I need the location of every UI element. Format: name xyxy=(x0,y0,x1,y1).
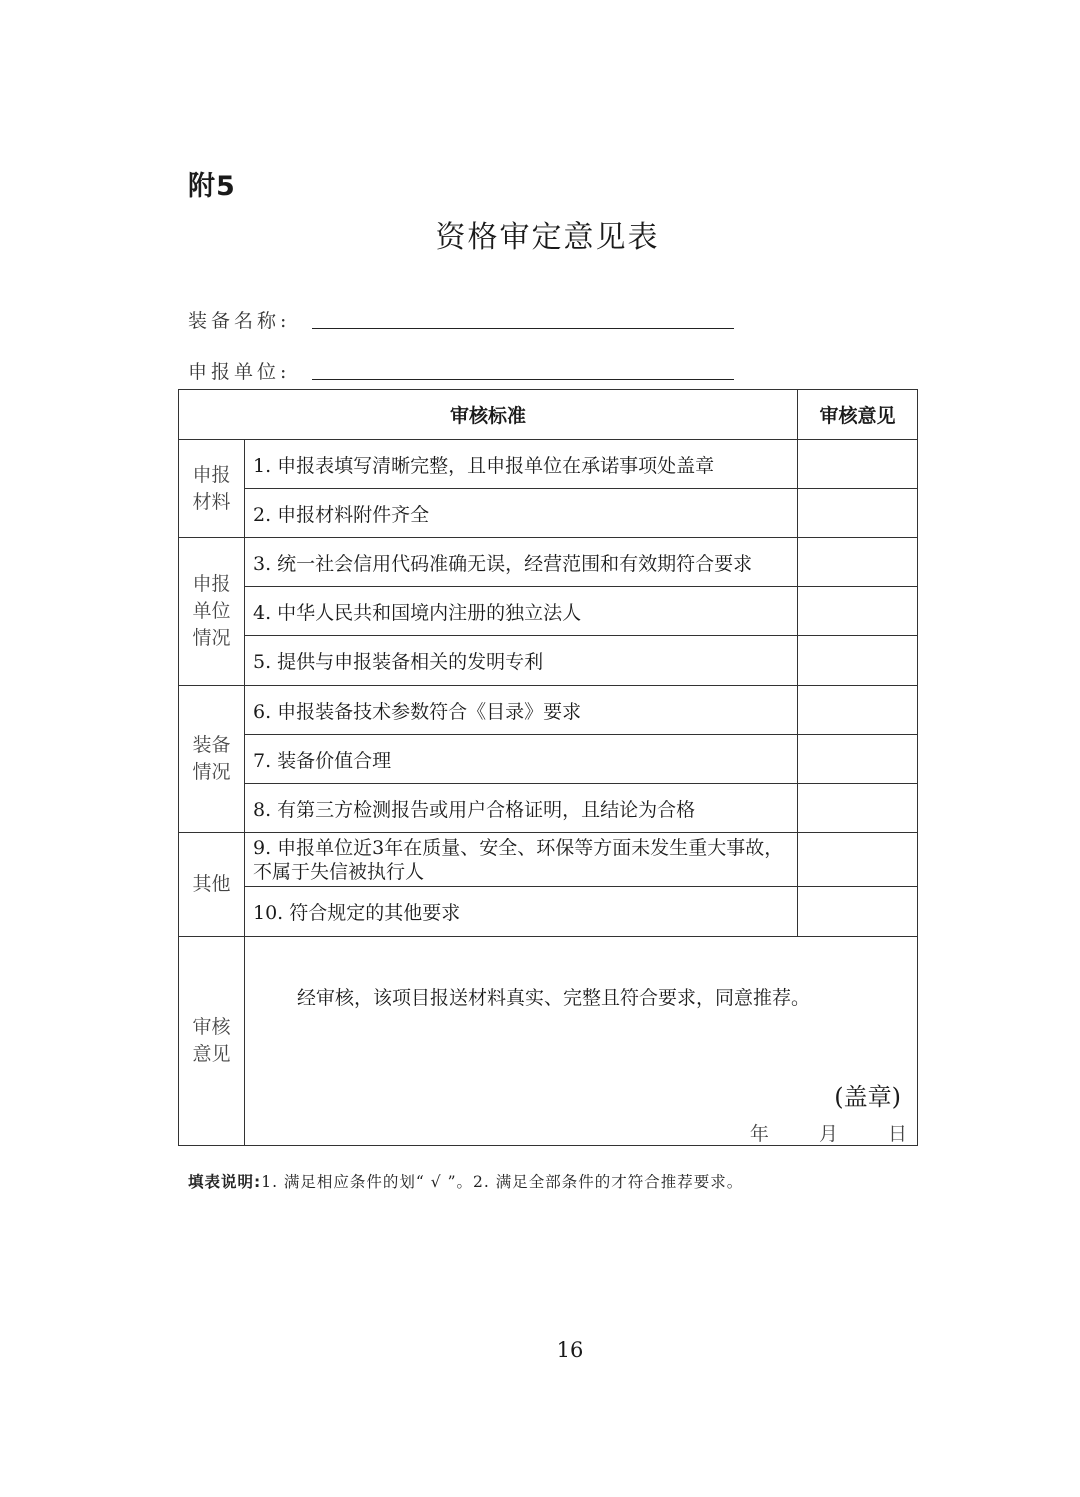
criteria-item-5: 5. 提供与申报装备相关的发明专利 xyxy=(245,636,798,686)
opinion-cell-10[interactable] xyxy=(798,887,918,937)
criteria-item-4: 4. 中华人民共和国境内注册的独立法人 xyxy=(245,587,798,636)
category-label: 其他 xyxy=(192,873,231,895)
attachment-label: 附5 xyxy=(188,171,236,202)
opinion-cell-3[interactable] xyxy=(798,538,918,587)
category-label: 申报 单位 情况 xyxy=(192,573,231,649)
fill-instructions xyxy=(188,1170,743,1192)
criteria-item-9: 9. 申报单位近3年在质量、安全、环保等方面未发生重大事故，不属于失信被执行人 xyxy=(245,833,798,887)
note-label: 填表说明: xyxy=(188,1173,262,1191)
category-other xyxy=(179,833,245,937)
applicant-label: 申报单位: xyxy=(188,361,291,383)
criteria-item-7: 7. 装备价值合理 xyxy=(245,735,798,784)
category-label: 审核 意见 xyxy=(192,1016,231,1065)
month-label: 月 xyxy=(818,1123,838,1145)
opinion-statement: 经审核，该项目报送材料真实、完整且符合要求，同意推荐。 xyxy=(297,987,811,1009)
criteria-item-10: 10. 符合规定的其他要求 xyxy=(245,887,798,937)
applicant-field xyxy=(188,357,290,384)
opinion-cell-4[interactable] xyxy=(798,587,918,636)
note-text: 1. 满足相应条件的划“ √ ”。2. 满足全部条件的才符合推荐要求。 xyxy=(261,1173,744,1191)
header-criteria: 审核标准 xyxy=(179,390,798,440)
criteria-item-2: 2. 申报材料附件齐全 xyxy=(245,489,798,538)
review-opinion-cell[interactable] xyxy=(245,937,918,1146)
category-label: 装备 情况 xyxy=(192,734,231,783)
criteria-item-8: 8. 有第三方检测报告或用户合格证明，且结论为合格 xyxy=(245,784,798,833)
category-equipment-status xyxy=(179,686,245,833)
review-table xyxy=(178,389,918,1146)
opinion-cell-9[interactable] xyxy=(798,833,918,887)
date-line xyxy=(706,1119,907,1146)
applicant-blank-line[interactable] xyxy=(312,379,734,380)
opinion-cell-8[interactable] xyxy=(798,784,918,833)
opinion-cell-7[interactable] xyxy=(798,735,918,784)
opinion-cell-1[interactable] xyxy=(798,440,918,489)
day-label: 日 xyxy=(888,1123,908,1145)
opinion-cell-2[interactable] xyxy=(798,489,918,538)
opinion-cell-6[interactable] xyxy=(798,686,918,735)
equipment-name-blank-line[interactable] xyxy=(312,328,734,329)
category-review-opinion xyxy=(179,937,245,1146)
category-application-materials xyxy=(179,440,245,538)
criteria-item-6: 6. 申报装备技术参数符合《目录》要求 xyxy=(245,686,798,735)
page-title: 资格审定意见表 xyxy=(435,220,660,255)
equipment-name-label: 装备名称: xyxy=(188,310,291,332)
page-number: 16 xyxy=(556,1338,584,1362)
equipment-name-field xyxy=(188,306,290,333)
seal-placeholder: (盖章) xyxy=(834,1083,902,1111)
category-label: 申报 材料 xyxy=(192,463,231,513)
year-label: 年 xyxy=(749,1123,769,1145)
criteria-item-1: 1. 申报表填写清晰完整，且申报单位在承诺事项处盖章 xyxy=(245,440,798,489)
opinion-cell-5[interactable] xyxy=(798,636,918,686)
criteria-item-3: 3. 统一社会信用代码准确无误，经营范围和有效期符合要求 xyxy=(245,538,798,587)
category-applicant-status xyxy=(179,538,245,686)
header-opinion: 审核意见 xyxy=(798,390,918,440)
